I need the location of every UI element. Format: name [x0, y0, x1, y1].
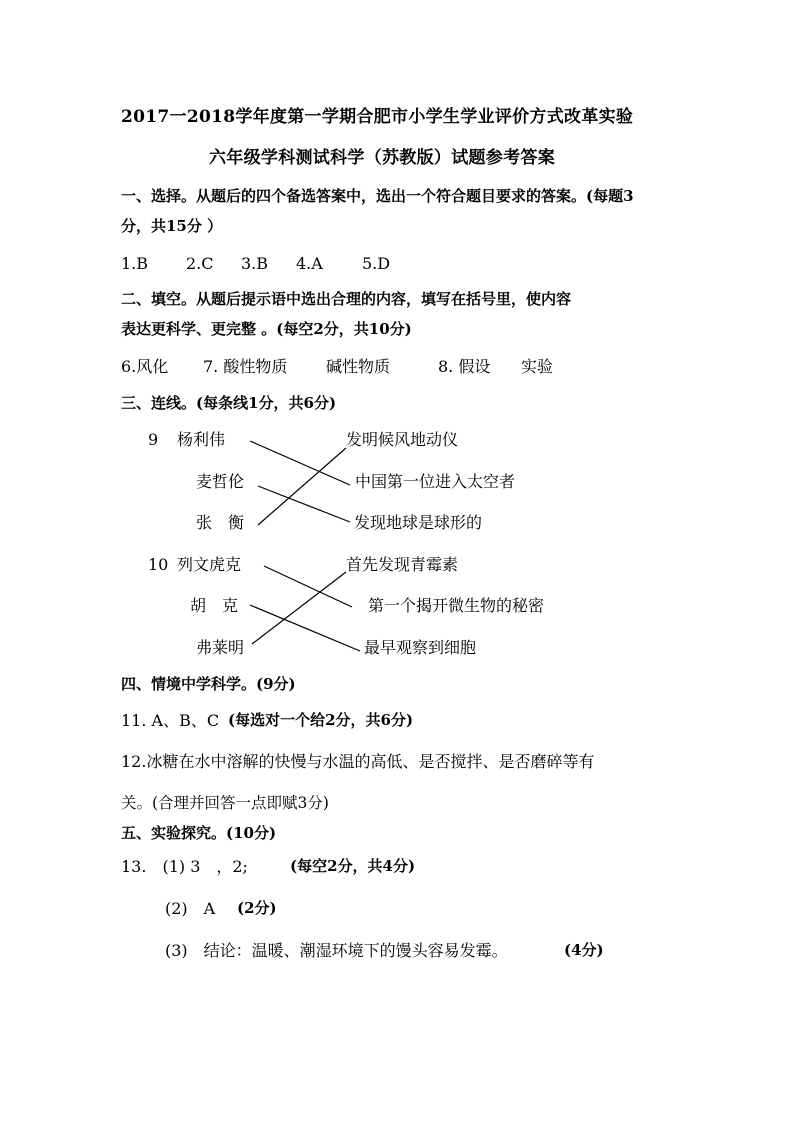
answer-1: 1.B: [121, 254, 149, 273]
answer-7-a: 7. 酸性物质: [203, 357, 288, 376]
q10-left-1: 列文虎克: [177, 555, 242, 574]
q9-line-magellan: [258, 486, 350, 522]
answer-12-line-2: 关。(合理并回答一点即赋3分): [121, 794, 329, 812]
q9-right-1: 发明候风地动仪: [346, 430, 459, 449]
section-4-heading: 四、情境中学科学。(9分): [121, 675, 296, 693]
title-line-1: 2017一2018学年度第一学期合肥市小学生学业评价方式改革实验: [121, 107, 634, 127]
section-2-heading: 二、填空。从题后提示语中选出合理的内容，填写在括号里，使内容: [121, 290, 572, 308]
q9-line-yangliwei: [250, 441, 350, 485]
answer-3: 3.B: [241, 254, 269, 273]
answer-8-b: 实验: [521, 357, 554, 376]
q9-right-2: 中国第一位进入太空者: [355, 472, 516, 491]
q10-number: 10: [148, 555, 169, 574]
answer-13-2: (2) A: [165, 899, 216, 918]
answer-13-1-note: (每空2分，共4分): [290, 857, 416, 875]
answer-8-a: 8. 假设: [438, 357, 491, 376]
q10-line-hooke: [250, 605, 360, 651]
q9-left-2: 麦哲伦: [196, 472, 245, 491]
answer-11: 11. A、B、C: [121, 711, 220, 730]
answer-6: 6.风化: [121, 357, 169, 376]
section-1-heading: 一、选择。从题后的四个备选答案中，选出一个符合题目要求的答案。(每题3: [121, 187, 634, 205]
answer-7-b: 碱性物质: [326, 357, 391, 376]
q9-line-zhangheng: [258, 448, 346, 525]
q9-number: 9: [148, 430, 159, 449]
answer-13-3: (3) 结论：温暖、潮湿环境下的馒头容易发霉。: [165, 941, 508, 960]
answer-4: 4.A: [296, 254, 323, 273]
answer-13-2-note: (2分): [237, 899, 277, 917]
q9-right-3: 发现地球是球形的: [354, 513, 483, 532]
q9-left-1: 杨利伟: [177, 430, 226, 449]
answer-13-3-note: (4分): [564, 941, 604, 959]
q10-right-2: 第一个揭开微生物的秘密: [368, 596, 545, 615]
answer-11-note: (每选对一个给2分，共6分): [228, 711, 414, 729]
section-3-heading: 三、连线。(每条线1分，共6分): [121, 394, 337, 412]
q10-right-3: 最早观察到细胞: [364, 638, 477, 657]
section-2-heading-cont: 表达更科学、更完整 。(每空2分，共10分): [121, 320, 412, 338]
answer-2: 2.C: [186, 254, 214, 273]
q10-left-3: 弗莱明: [196, 638, 245, 657]
section-5-heading: 五、实验探究。(10分): [121, 824, 277, 842]
answer-12-line-1: 12.冰糖在水中溶解的快慢与水温的高低、是否搅拌、是否磨碎等有: [121, 752, 595, 771]
answer-5: 5.D: [362, 254, 391, 273]
title-line-2: 六年级学科测试科学（苏教版）试题参考答案: [209, 148, 555, 168]
answer-13-1: 13. (1) 3 ，2;: [121, 857, 248, 876]
q9-left-3: 张 衡: [196, 513, 245, 532]
q10-left-2: 胡 克: [190, 596, 239, 615]
section-1-heading-cont: 分，共15分 ）: [121, 217, 223, 235]
q10-right-1: 首先发现青霉素: [346, 555, 459, 574]
